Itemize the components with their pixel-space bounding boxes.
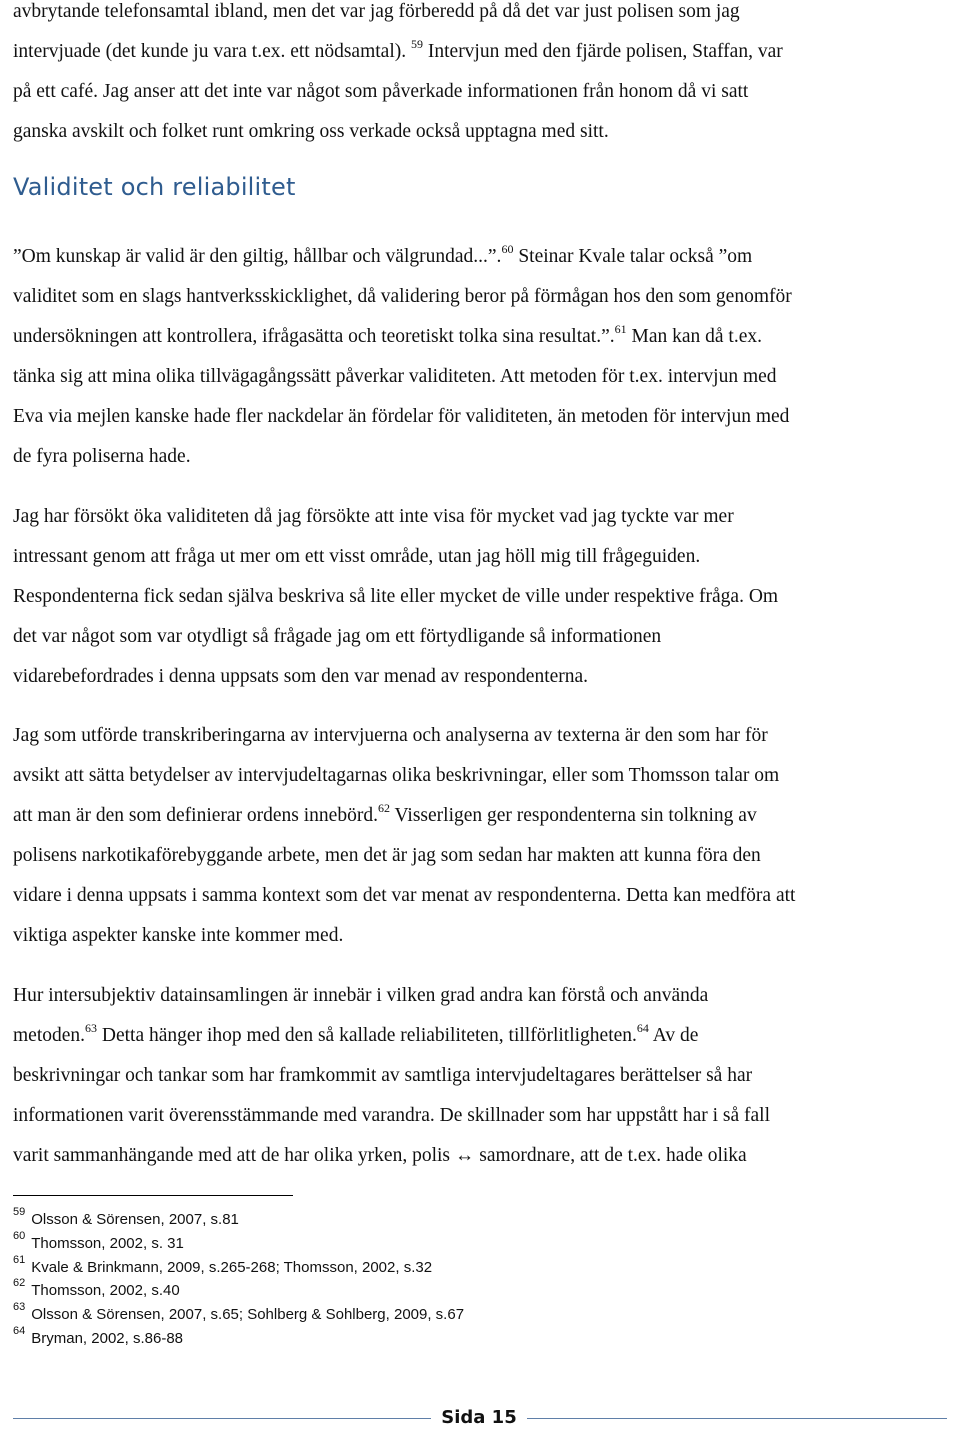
text-line: avbrytande telefonsamtal ibland, men det var jag förberedd på då det var just polisen som jag (13, 1, 740, 22)
text-line: validitet som en slags hantverksskicklighet, då validering beror på förmågan hos den som genomför (13, 286, 792, 307)
footnote-ref: 59 (411, 36, 423, 51)
text-line: Respondenterna fick sedan själva beskriva så lite eller mycket de ville under respektive fråga. Om (13, 586, 779, 607)
footnote-text: Kvale & Brinkmann, 2009, s.265-268; Thomsson, 2002, s.32 (31, 1258, 433, 1276)
footnote-number: 64 (13, 1324, 26, 1337)
text-line: polisens narkotikaförebyggande arbete, men det är jag som sedan har makten att kunna föra den (13, 845, 761, 866)
page-number: Sida 15 (441, 1407, 517, 1428)
paragraph-intersubjective (13, 976, 770, 1176)
footnote-ref: 63 (85, 1020, 98, 1035)
text-line: varit sammanhängande med att de har olika yrken, polis ↔ samordnare, att de t.ex. hade olika (13, 1145, 747, 1166)
footnote-ref: 60 (501, 241, 514, 256)
footnote-item (13, 1229, 464, 1256)
text-line: undersökningen att kontrollera, ifrågasätta och teoretiskt tolka sina resultat.”.$^{61}$ Man kan då t.ex. (13, 321, 762, 347)
footnote-text: Bryman, 2002, s.86-88 (31, 1329, 184, 1347)
text-line: Jag har försökt öka validiteten då jag försökte att inte visa för mycket vad jag tyckte var mer (13, 506, 734, 527)
footnotes (13, 1208, 464, 1351)
footnote-text: Olsson & Sörensen, 2007, s.81 (31, 1211, 239, 1228)
footnote-text: Thomsson, 2002, s. 31 (31, 1234, 184, 1252)
paragraph-increase-validity (13, 497, 778, 697)
text-line: avsikt att sätta betydelser av intervjudeltagarnas olika beskrivningar, eller som Thomsson talar om (13, 765, 780, 786)
text-line: att man är den som definierar ordens innebörd.$^{62}$ Visserligen ger respondenterna sin tolkning av (13, 800, 757, 826)
text-line: på ett café. Jag anser att det inte var något som påverkade informationen från honom då vi satt (13, 81, 749, 102)
text-line: beskrivningar och tankar som har framkommit av samtliga intervjudeltagares berättelser så har (13, 1065, 753, 1086)
text-line: ganska avskilt och folket runt omkring oss verkade också upptagna med sitt. (13, 121, 609, 142)
text-line: intervjuade (det kunde ju vara t.ex. ett nödsamtal). $^{59}$ Intervjun med den fjärde polisen, Staffan, var (13, 36, 783, 62)
paragraph-validity (13, 237, 792, 477)
section-heading: Validitet och reliabilitet (13, 173, 296, 201)
footnote-separator (13, 1195, 293, 1196)
footnote-item (13, 1303, 464, 1327)
text-line: informationen varit överensstämmande med varandra. De skillnader som har uppstått har i så fall (13, 1105, 771, 1126)
footnote-text: Thomsson, 2002, s.40 (31, 1282, 180, 1300)
text-line: det var något som var otydligt så frågade jag om ett förtydligande så informationen (13, 626, 662, 647)
footnote-ref: 64 (636, 1020, 649, 1035)
footnote-number: 60 (13, 1229, 26, 1242)
footnote-number: 62 (13, 1277, 26, 1290)
text-line: de fyra poliserna hade. (13, 446, 191, 467)
footnote-text: Olsson & Sörensen, 2007, s.65; Sohlberg & Sohlberg, 2009, s.67 (31, 1306, 465, 1324)
text-line: intressant genom att fråga ut mer om ett visst område, utan jag höll mig till frågeguiden. (13, 546, 701, 567)
paragraph-transcription (13, 716, 795, 956)
footnote-ref: 62 (377, 800, 390, 815)
text-line: viktiga aspekter kanske inte kommer med. (13, 925, 344, 946)
footnote-item (13, 1324, 464, 1351)
footnote-number: 63 (13, 1301, 26, 1314)
text-line: vidare i denna uppsats i samma kontext som det var menat av respondenterna. Detta kan medföra att (13, 885, 796, 906)
text-line: Hur intersubjektiv datainsamlingen är innebär i vilken grad andra kan förstå och använda (13, 985, 709, 1006)
footnote-item (13, 1208, 464, 1232)
footnote-ref: 61 (614, 321, 627, 336)
paragraph-interview-setting (13, 0, 783, 152)
text-line: ”Om kunskap är valid är den giltig, hållbar och välgrundad...”.$^{60}$ Steinar Kvale talar också ”om (13, 241, 753, 267)
footer-rule-left (13, 1418, 431, 1419)
footnote-item (13, 1279, 464, 1303)
text-line: vidarebefordrades i denna uppsats som den var menad av respondenterna. (13, 666, 589, 687)
text-line: metoden.$^{63}$ Detta hänger ihop med den så kallade reliabiliteten, tillförlitligheten.$^{64}$ Av de (13, 1020, 699, 1046)
text-line: Jag som utförde transkriberingarna av intervjuerna och analyserna av texterna är den som har för (13, 725, 768, 746)
footnote-number: 59 (13, 1206, 26, 1218)
footnote-item (13, 1253, 464, 1280)
text-line: tänka sig att mina olika tillvägagångssätt påverkar validiteten. Att metoden för t.ex. intervjun med (13, 366, 777, 387)
footnote-number: 61 (13, 1253, 26, 1266)
footer-rule-right (527, 1418, 947, 1419)
text-line: Eva via mejlen kanske hade fler nackdelar än fördelar för validiteten, än metoden för intervjun med (13, 406, 790, 427)
